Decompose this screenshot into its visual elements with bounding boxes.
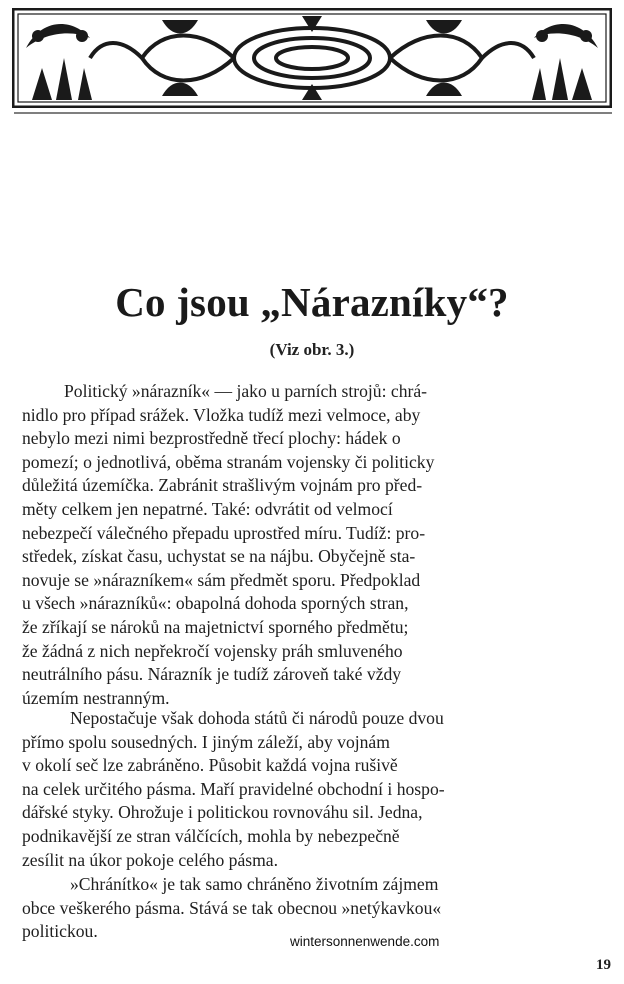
- text-line: nebylo mezi nimi bezprostředně třecí plochy: hádek o: [22, 428, 401, 449]
- text-line: politickou.: [22, 921, 98, 942]
- source-watermark-link[interactable]: wintersonnenwende.com: [290, 934, 440, 949]
- text-line: nidlo pro případ srážek. Vložka tudíž mezi velmoce, aby: [22, 404, 421, 425]
- text-line: obce veškerého pásma. Stává se tak obecnou »netýkavkou«: [22, 897, 442, 918]
- text-line: důležitá územíčka. Zabránit strašlivým vojnám pro před-: [22, 475, 423, 496]
- text-line: »Chránítko« je tak samo chráněno životním zájmem: [70, 874, 439, 894]
- text-line: středek, získat času, uchystat se na nájbu. Obyčejně sta-: [22, 546, 416, 567]
- paragraph-2: [22, 707, 612, 872]
- article-title: Co jsou „Nárazníky“?: [115, 279, 509, 325]
- text-line: u všech »nárazníků«: obapolná dohoda sporných stran,: [22, 593, 409, 614]
- paragraph-1: [22, 380, 612, 710]
- header-ornament-icon: [12, 8, 612, 108]
- header-rule: [14, 112, 612, 114]
- text-line: podnikavější ze stran válčících, mohla by nebezpečně: [22, 825, 400, 846]
- text-line: přímo spolu sousedných. I jiným záleží, aby vojnám: [22, 731, 390, 752]
- text-line: měty celkem jen nepatrné. Také: odvrátit od velmocí: [22, 498, 393, 519]
- text-line: v okolí seč lze zabráněno. Působit každá vojna rušivě: [22, 755, 398, 776]
- text-line: novuje se »nárazníkem« sám předmět sporu. Předpoklad: [22, 569, 421, 590]
- text-line: na celek určitého pásma. Maří pravidelné obchodní i hospo-: [22, 778, 445, 799]
- article-subtitle: (Viz obr. 3.): [269, 340, 355, 359]
- text-line: dářské styky. Ohrožuje i politickou rovnováhu sil. Jedna,: [22, 802, 423, 823]
- text-line: že zříkají se nároků na majetnictví sporného předmětu;: [22, 616, 409, 637]
- text-line: nebezpečí válečného přepadu uprostřed míru. Tudíž: pro-: [22, 522, 426, 543]
- text-line: Nepostačuje však dohoda států či národů pouze dvou: [70, 708, 444, 728]
- text-line: zesílit na úkor pokoje celého pásma.: [22, 849, 279, 870]
- page-number: 19: [596, 957, 611, 973]
- text-line: že žádná z nich nepřekročí vojensky práh smluveného: [22, 640, 403, 661]
- text-line: Politický »nárazník« — jako u parních strojů: chrá-: [64, 381, 428, 401]
- text-line: územím nestranným.: [22, 687, 170, 708]
- text-line: pomezí; o jednotlivá, oběma stranám vojensky či politicky: [22, 451, 435, 472]
- text-line: neutrálního pásu. Nárazník je tudíž zároveň také vždy: [22, 664, 402, 685]
